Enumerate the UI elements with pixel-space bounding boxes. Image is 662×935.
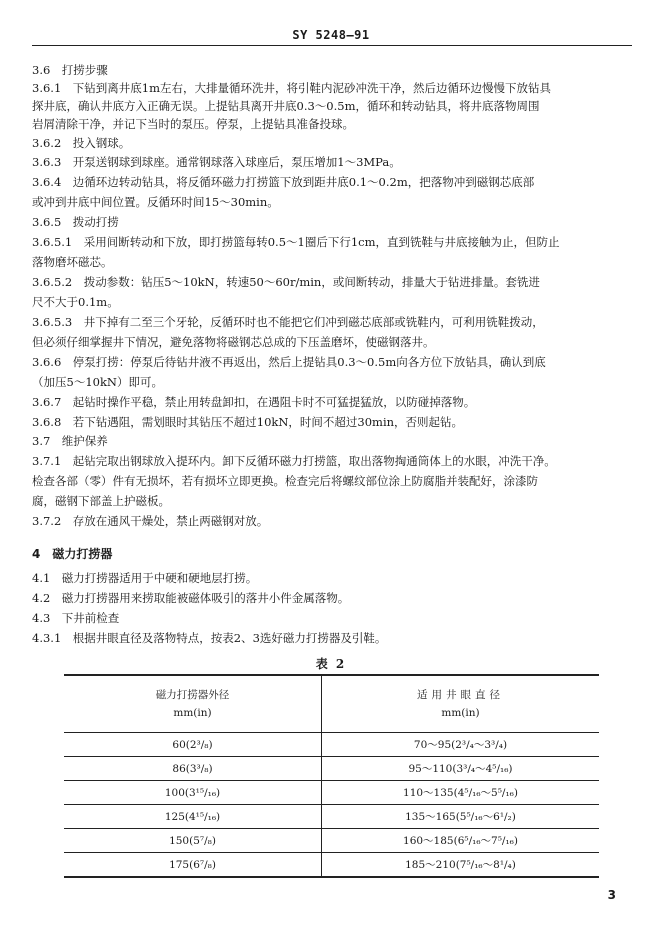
column-header-hole: 适用井眼直径 mm(in) bbox=[322, 675, 600, 733]
table-cell: 125(4¹⁵/₁₆) bbox=[64, 805, 322, 829]
table-cell: 175(6⁷/₈) bbox=[64, 853, 322, 878]
table-cell: 150(5⁷/₈) bbox=[64, 829, 322, 853]
text-line: 尺不大于0.1m。 bbox=[32, 295, 119, 309]
text-line: 落物磨坏磁芯。 bbox=[32, 255, 113, 269]
table-cell: 95～110(3³/₄～4⁵/₁₆) bbox=[322, 757, 600, 781]
text-line: （加压5～10kN）即可。 bbox=[32, 375, 163, 389]
text-line: 3.6.2 投入钢球。 bbox=[32, 136, 131, 150]
text-line: 3.6.1 下钻到离井底1m左右，大排量循环洗井，将引鞋内泥砂冲洗干净，然后边循环边慢慢下放钻具 bbox=[32, 81, 551, 95]
table-cell: 185～210(7⁵/₁₆～8¹/₄) bbox=[322, 853, 600, 878]
header-rule bbox=[32, 45, 632, 46]
column-header-od: 磁力打捞器外径 mm(in) bbox=[64, 675, 322, 733]
table-row bbox=[64, 733, 599, 757]
text-line: 3.6.8 若下钻遇阻，需划眼时其钻压不超过10kN，时间不超过30min，否则起钻。 bbox=[32, 415, 464, 429]
page-number: 3 bbox=[607, 888, 616, 902]
text-line: 3.6.5.1 采用间断转动和下放，即打捞篮每转0.5～1圈后下行1cm，直到铣鞋与井底接触为止，但防止 bbox=[32, 235, 560, 249]
data-table bbox=[64, 674, 599, 878]
text-line: 3.6.4 边循环边转动钻具，将反循环磁力打捞篮下放到距井底0.1～0.2m，把落物冲到磁钢芯底部 bbox=[32, 175, 535, 189]
table-cell: 100(3¹⁵/₁₆) bbox=[64, 781, 322, 805]
table-row bbox=[64, 805, 599, 829]
text-line: 4.3.1 根据井眼直径及落物特点，按表2、3选好磁力打捞器及引鞋。 bbox=[32, 631, 387, 645]
table-cell: 70～95(2³/₄～3³/₄) bbox=[322, 733, 600, 757]
table-header-row bbox=[64, 675, 599, 733]
text-line: 3.6.5.2 拨动参数：钻压5～10kN，转速50～60r/min，或间断转动，排量大于钻进排量。套铣进 bbox=[32, 275, 540, 289]
table-cell: 86(3³/₈) bbox=[64, 757, 322, 781]
section-heading: 4 磁力打捞器 bbox=[32, 547, 113, 561]
text-line: 探井底，确认井底方入正确无误。上提钻具离开井底0.3～0.5m，循环和转动钻具，将井底落物周围 bbox=[32, 99, 540, 113]
text-line: 3.7 维护保养 bbox=[32, 434, 108, 448]
table-row bbox=[64, 781, 599, 805]
text-line: 3.6.6 停泵打捞：停泵后待钻井液不再返出，然后上提钻具0.3～0.5m向各方位下放钻具，确认到底 bbox=[32, 355, 546, 369]
text-line: 腐，磁钢下部盖上护磁板。 bbox=[32, 494, 170, 508]
table-row bbox=[64, 829, 599, 853]
text-line: 4.2 磁力打捞器用来捞取能被磁体吸引的落井小件金属落物。 bbox=[32, 591, 350, 605]
text-line: 或冲到井底中间位置。反循环时间15～30min。 bbox=[32, 195, 279, 209]
table-cell: 160～185(6⁵/₁₆～7⁵/₁₆) bbox=[322, 829, 600, 853]
text-line: 3.6.5.3 井下掉有二至三个牙轮，反循环时也不能把它们冲到磁芯底部或铣鞋内，可利用铣鞋拨动， bbox=[32, 315, 544, 329]
text-line: 3.6.3 开泵送钢球到球座。通常钢球落入球座后，泵压增加1～3MPa。 bbox=[32, 155, 401, 169]
text-line: 3.7.2 存放在通风干燥处，禁止两磁钢对放。 bbox=[32, 514, 269, 528]
table-cell: 110～135(4⁵/₁₆～5⁵/₁₆) bbox=[322, 781, 600, 805]
text-line: 检查各部（零）件有无损坏，若有损坏立即更换。检查完后将螺纹部位涂上防腐脂并装配好，涂漆防 bbox=[32, 474, 538, 488]
table-cell: 135～165(5⁵/₁₆～6¹/₂) bbox=[322, 805, 600, 829]
text-line: 3.6 打捞步骤 bbox=[32, 63, 108, 77]
text-line: 4.1 磁力打捞器适用于中硬和硬地层打捞。 bbox=[32, 571, 258, 585]
table-row bbox=[64, 853, 599, 878]
table-row bbox=[64, 757, 599, 781]
text-line: 3.6.7 起钻时操作平稳，禁止用转盘卸扣，在遇阻卡时不可猛提猛放，以防碰掉落物。 bbox=[32, 395, 476, 409]
text-line: 4.3 下井前检查 bbox=[32, 611, 120, 625]
text-line: 但必须仔细掌握井下情况，避免落物将磁钢芯总成的下压盖磨坏，使磁钢落井。 bbox=[32, 335, 435, 349]
text-line: 3.7.1 起钻完取出钢球放入提环内。卸下反循环磁力打捞篮，取出落物掏通筒体上的水眼，冲洗干净。 bbox=[32, 454, 556, 468]
text-line: 岩屑清除干净，并记下当时的泵压。停泵，上提钻具准备投球。 bbox=[32, 117, 354, 131]
table-cell: 60(2³/₈) bbox=[64, 733, 322, 757]
standard-code-header: SY 5248—91 bbox=[292, 28, 370, 42]
table-caption: 表 2 bbox=[315, 657, 347, 671]
text-line: 3.6.5 拨动打捞 bbox=[32, 215, 119, 229]
